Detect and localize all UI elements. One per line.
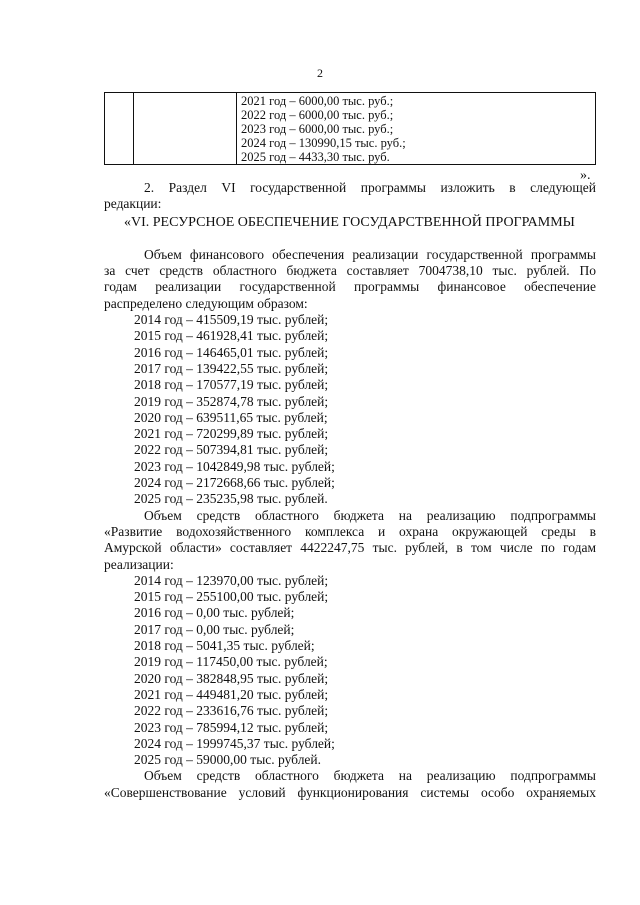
paragraph-line: Объем финансового обеспечения реализации государственной программы	[144, 246, 596, 262]
list-item: 2014 год – 123970,00 тыс. рублей;	[134, 572, 329, 588]
paragraph-line: распределено следующим образом:	[104, 295, 308, 311]
table-cell-funding	[237, 93, 596, 165]
list-item: 2017 год – 139422,55 тыс. рублей;	[134, 360, 329, 376]
list-item: 2017 год – 0,00 тыс. рублей;	[134, 621, 295, 637]
paragraph-line: «Развитие водохозяйственного комплекса и охрана окружающей среды в	[104, 523, 596, 539]
list-item: 2020 год – 382848,95 тыс. рублей;	[134, 670, 329, 686]
table-line: 2021 год – 6000,00 тыс. руб.;	[241, 94, 394, 108]
paragraph-line: Объем средств областного бюджета на реализацию подпрограммы	[144, 768, 596, 784]
continuation-table	[104, 92, 596, 165]
paragraph-line: Амурской области» составляет 4422247,75 тыс. рублей, в том числе по годам	[104, 540, 596, 556]
list-item: 2021 год – 449481,20 тыс. рублей;	[134, 686, 329, 702]
funding-list-total	[104, 312, 596, 508]
list-item: 2016 год – 0,00 тыс. рублей;	[134, 605, 295, 621]
page-number: 2	[317, 66, 323, 80]
table-cell-empty-2	[134, 93, 237, 165]
list-item: 2019 год – 352874,78 тыс. рублей;	[134, 393, 329, 409]
closing-quote: ».	[580, 168, 591, 183]
table-line: 2022 год – 6000,00 тыс. руб.;	[241, 108, 394, 122]
section-heading: «VI. РЕСУРСНОЕ ОБЕСПЕЧЕНИЕ ГОСУДАРСТВЕННОЙ ПРОГРАММЫ	[124, 214, 575, 230]
list-item: 2022 год – 233616,76 тыс. рублей;	[134, 703, 329, 719]
section-intro-line: 2. Раздел VI государственной программы изложить в следующей	[144, 180, 596, 195]
list-item: 2015 год – 461928,41 тыс. рублей;	[134, 328, 329, 344]
document-body	[104, 180, 596, 801]
list-item: 2021 год – 720299,89 тыс. рублей;	[134, 426, 329, 442]
list-item: 2022 год – 507394,81 тыс. рублей;	[134, 442, 329, 458]
table-cell-empty-1	[105, 93, 134, 165]
list-item: 2016 год – 146465,01 тыс. рублей;	[134, 344, 329, 360]
table-line: 2025 год – 4433,30 тыс. руб.	[241, 150, 390, 164]
paragraph-line: «Совершенствование условий функционирования системы особо охраняемых	[104, 784, 596, 800]
paragraph-line: за счет средств областного бюджета составляет 7004738,10 тыс. рублей. По	[104, 263, 596, 279]
list-item: 2018 год – 170577,19 тыс. рублей;	[134, 377, 329, 393]
list-item: 2020 год – 639511,65 тыс. рублей;	[134, 409, 328, 425]
table-line: 2023 год – 6000,00 тыс. руб.;	[241, 122, 394, 136]
list-item: 2014 год – 415509,19 тыс. рублей;	[134, 312, 329, 328]
table-row	[105, 93, 596, 165]
section-intro-line: редакции:	[104, 196, 162, 212]
list-item: 2025 год – 59000,00 тыс. рублей.	[134, 752, 322, 768]
list-item: 2025 год – 235235,98 тыс. рублей.	[134, 491, 328, 507]
paragraph-line: Объем средств областного бюджета на реализацию подпрограммы	[144, 507, 596, 523]
list-item: 2018 год – 5041,35 тыс. рублей;	[134, 638, 315, 654]
list-item: 2015 год – 255100,00 тыс. рублей;	[134, 589, 329, 605]
table-line: 2024 год – 130990,15 тыс. руб.;	[241, 136, 406, 150]
funding-list-subprogram	[104, 573, 596, 769]
list-item: 2019 год – 117450,00 тыс. рублей;	[134, 654, 328, 670]
list-item: 2024 год – 2172668,66 тыс. рублей;	[134, 475, 335, 491]
list-item: 2024 год – 1999745,37 тыс. рублей;	[134, 735, 335, 751]
list-item: 2023 год – 785994,12 тыс. рублей;	[134, 719, 329, 735]
paragraph-line: реализации:	[104, 556, 174, 572]
paragraph-line: годам реализации государственной программы финансовое обеспечение	[104, 279, 596, 295]
list-item: 2023 год – 1042849,98 тыс. рублей;	[134, 458, 335, 474]
